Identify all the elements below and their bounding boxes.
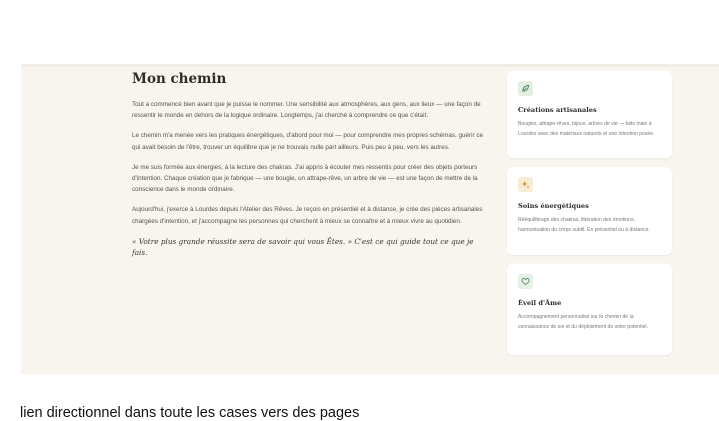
card-description: Rééquilibrage des chakras, libération des émotions, harmonisation du corps subtil. En présentiel ou à distance. xyxy=(518,217,650,233)
heart-icon xyxy=(518,274,533,289)
card-creations-artisanales[interactable] xyxy=(507,71,672,158)
leaf-icon xyxy=(518,81,533,96)
page-title: Mon chemin xyxy=(132,71,227,87)
card-eveil-d-ame[interactable] xyxy=(507,264,672,355)
card-soins-energetiques[interactable] xyxy=(507,167,672,255)
story-paragraph-4: Aujourd'hui, j'exerce à Lourdes depuis l'Atelier des Rêves. Je reçois en présentiel et à distance, je crée des pièces artisanales chargées d'intention, et j'accompagne les personnes qui cherchent à mieux se connaître et à mieux vivre au quotidien. xyxy=(132,206,483,225)
sparkle-icon xyxy=(518,177,533,192)
story-paragraph-2: Le chemin m'a menée vers les pratiques énergétiques, d'abord pour moi — pour comprendre mes propres schémas, guérir ce qui avait besoin de l'être, trouver un équilibre que je ne trouvais nulle part ailleurs. Puis peu à peu, vers les autres. xyxy=(132,132,484,151)
story-column xyxy=(132,71,487,267)
card-title: Créations artisanales xyxy=(518,106,597,114)
card-title: Soins énergétiques xyxy=(518,202,589,210)
card-description: Accompagnement personnalisé sur le chemin de la connaissance de soi et du déploiement de votre potentiel. xyxy=(518,314,648,330)
story-quote: « Votre plus grande réussite sera de savoir qui vous Êtes. » C'est ce qui guide tout ce que je fais. xyxy=(132,236,474,258)
card-title: Éveil d'Âme xyxy=(518,299,562,307)
about-section xyxy=(21,64,719,374)
annotation-note: lien directionnel dans toute les cases vers des pages xyxy=(20,405,360,421)
story-paragraph-1: Tout a commencé bien avant que je puisse le nommer. Une sensibilité aux atmosphères, aux gens, aux lieux — une façon de ressentir le monde en dehors de la logique ordinaire. Longtemps, j'ai cherché à comprendre ce que c'était. xyxy=(132,101,481,120)
card-description: Bougies, attrape-rêves, bijoux, arbres de vie — faits main à Lourdes avec des matériaux naturels et une intention posée. xyxy=(518,121,655,137)
story-paragraph-3: Je me suis formée aux énergies, à la lecture des chakras. J'ai appris à écouter mes ressentis pour créer des objets porteurs d'intention. Chaque création que je fabrique — une bougie, un attrape-rêve, un arbre de vie — est une façon de mettre de la conscience dans le monde ordinaire. xyxy=(132,163,478,194)
